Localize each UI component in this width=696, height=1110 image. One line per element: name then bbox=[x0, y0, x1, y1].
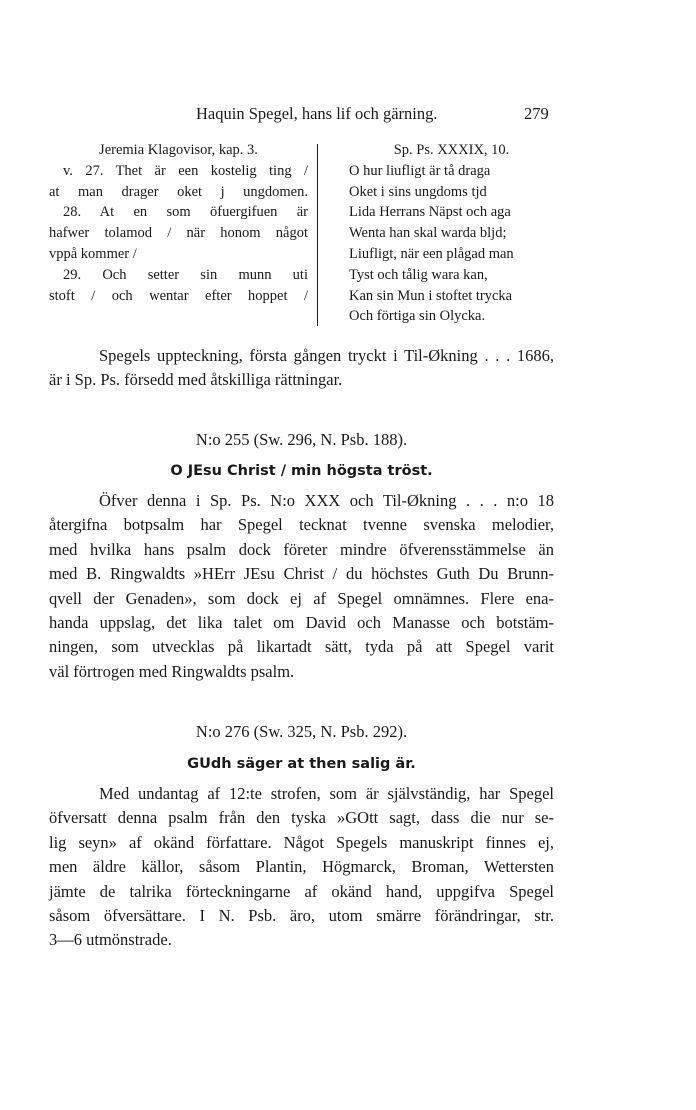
section-276-title: GUdh säger at then salig är. bbox=[187, 756, 416, 772]
body-line: Spegels uppteckning, första gången tryckt i Til-Økning . . . 1686, bbox=[99, 346, 554, 365]
right-column-line: O hur liufligt är tå draga bbox=[349, 162, 491, 179]
body-line: återgifna botpsalm har Spegel tecknat tvenne svenska melodier, bbox=[49, 515, 554, 535]
left-column-line: at man drager oket j ungdomen. bbox=[49, 183, 308, 200]
left-column-line: 29. Och setter sin munn uti bbox=[63, 266, 308, 283]
running-header-title: Haquin Spegel, hans lif och gärning. bbox=[196, 104, 438, 123]
section-255-title: O JEsu Christ / min högsta tröst. bbox=[170, 463, 433, 479]
paragraph-spegels-uppteckning bbox=[49, 344, 554, 393]
body-line: handa uppslag, det lika talet om David och Manasse och botstäm- bbox=[49, 613, 554, 633]
body-line: qvell der Genaden», som dock ej af Spegel omnämnes. Flere ena- bbox=[49, 588, 554, 608]
body-line: är i Sp. Ps. försedd med åtskilliga rättningar. bbox=[49, 370, 343, 390]
body-line: med hvilka hans psalm dock företer mindre öfverensstämmelse än bbox=[49, 539, 554, 559]
section-276-body bbox=[49, 782, 554, 953]
section-276-number: N:o 276 (Sw. 325, N. Psb. 292). bbox=[195, 722, 408, 741]
left-column-heading: Jeremia Klagovisor, kap. 3. bbox=[99, 142, 258, 158]
section-255-number: N:o 255 (Sw. 296, N. Psb. 188). bbox=[195, 430, 408, 449]
right-column-line: Lida Herrans Näpst och aga bbox=[349, 204, 511, 221]
right-column-psalm-text bbox=[349, 140, 554, 327]
right-column-line: Tyst och tålig wara kan, bbox=[349, 266, 488, 283]
body-line: väl förtrogen med Ringwaldts psalm. bbox=[49, 661, 295, 681]
right-column-line: Kan sin Mun i stoftet trycka bbox=[349, 287, 513, 304]
body-line: såsom öfversättare. I N. Psb. äro, utom smärre förändringar, str. bbox=[49, 906, 554, 926]
column-divider bbox=[317, 144, 318, 326]
section-255-body bbox=[49, 489, 554, 684]
body-line: men äldre källor, såsom Plantin, Högmarck, Broman, Wettersten bbox=[49, 857, 554, 877]
right-column-line: Wenta han skal warda bljd; bbox=[349, 225, 507, 242]
left-column-line: hafwer tolamod / när honom något bbox=[49, 225, 308, 242]
body-line: öfversatt denna psalm från den tyska »GOtt sagt, dass die nur se- bbox=[49, 808, 554, 828]
body-line: Öfver denna i Sp. Ps. N:o XXX och Til-Økning . . . n:o 18 bbox=[99, 491, 554, 510]
right-column-line: Liufligt, när een plågad man bbox=[349, 245, 514, 262]
left-column-line: v. 27. Thet är een kostelig ting / bbox=[63, 162, 308, 179]
body-line: jämte de talrika förteckningarne af okänd hand, uppgifva Spegel bbox=[49, 881, 554, 901]
body-line: Med undantag af 12:te strofen, som är självständig, har Spegel bbox=[99, 784, 554, 803]
body-line: ningen, som utvecklas på likartadt sätt, tyda på att Spegel varit bbox=[49, 637, 554, 657]
body-line: lig seyn» af okänd författare. Något Spegels manuskript finnes ej, bbox=[49, 832, 554, 852]
left-column-line: 28. At en som öfuergifuen är bbox=[63, 204, 308, 221]
left-column-bible-text bbox=[49, 140, 308, 306]
left-column-line: vppå kommer / bbox=[49, 245, 137, 262]
right-column-heading: Sp. Ps. XXXIX, 10. bbox=[393, 142, 510, 158]
right-column-line: Oket i sins ungdoms tjd bbox=[349, 183, 487, 200]
left-column-line: stoft / och wentar efter hoppet / bbox=[49, 287, 308, 304]
page-number: 279 bbox=[524, 104, 549, 123]
body-line: 3—6 utmönstrade. bbox=[49, 930, 172, 950]
right-column-line: Och förtiga sin Olycka. bbox=[349, 308, 486, 325]
body-line: med B. Ringwaldts »HErr JEsu Christ / du höchstes Guth Du Brunn- bbox=[49, 564, 554, 584]
